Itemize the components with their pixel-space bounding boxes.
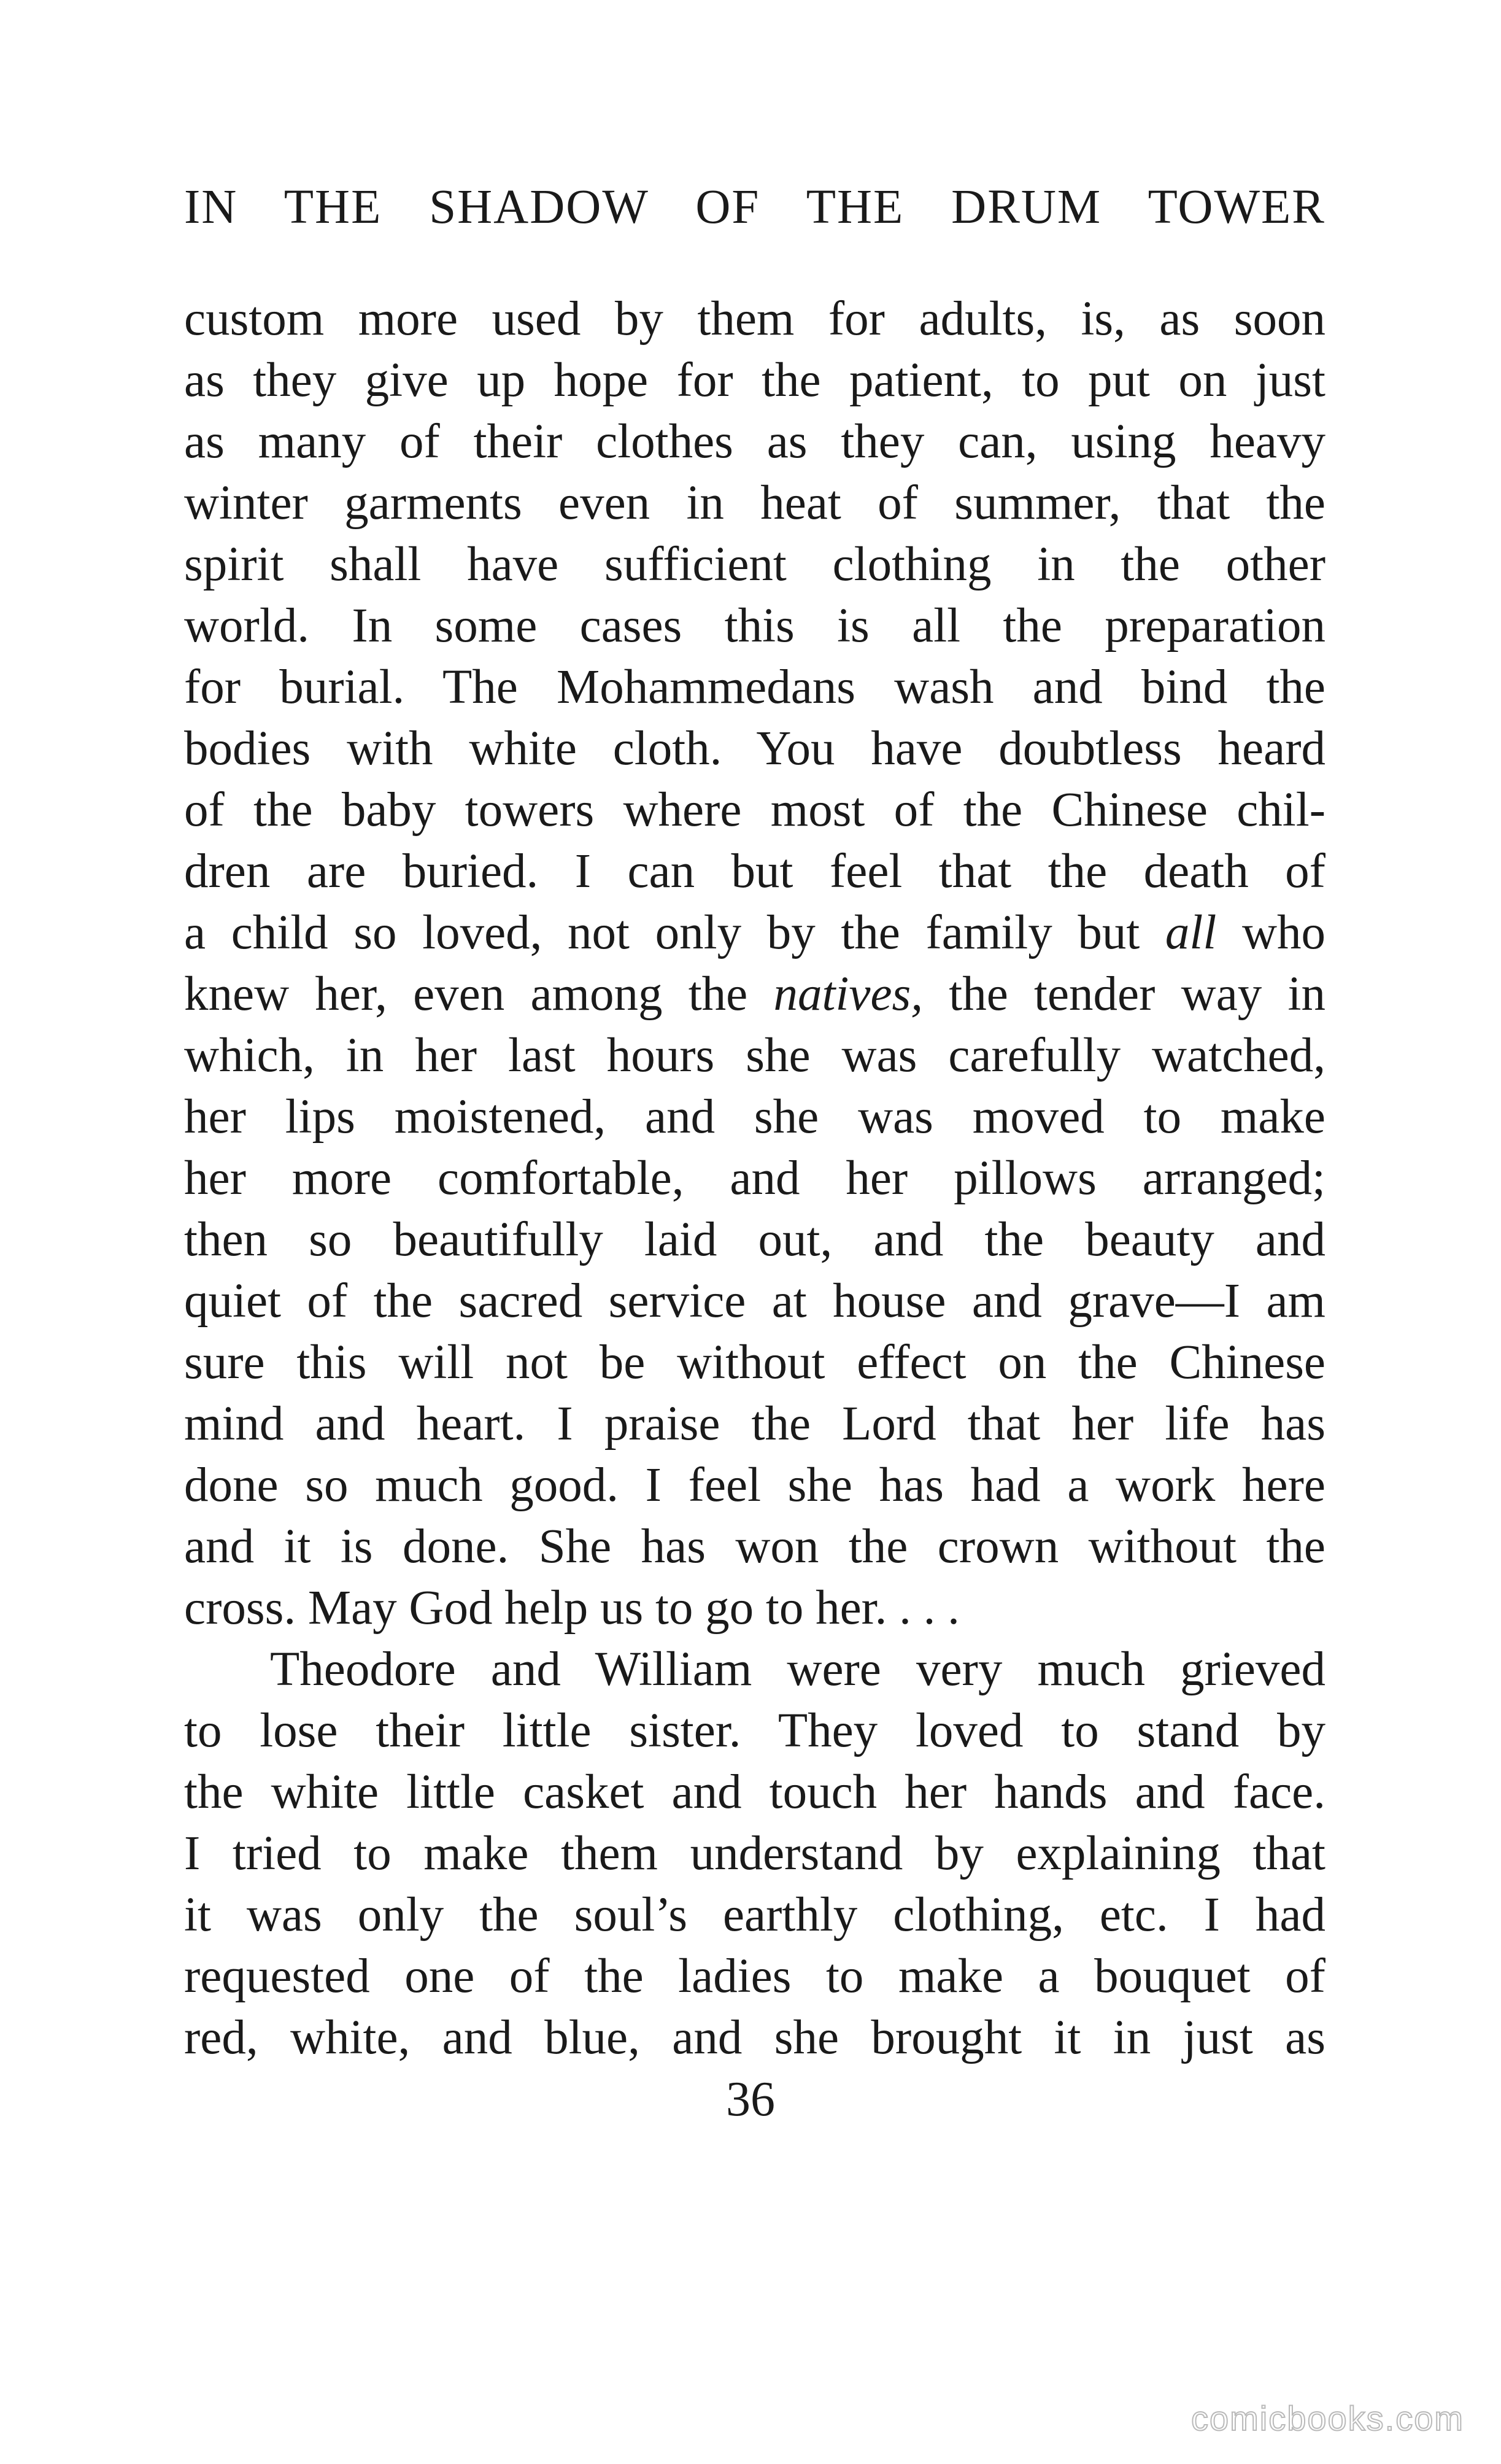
text-segment: the tender way in [923, 967, 1325, 1021]
text-line [184, 964, 1325, 1025]
text-line [184, 473, 1325, 534]
italic-text: all [1165, 906, 1217, 959]
text-line [184, 1946, 1325, 2007]
text-line [184, 902, 1325, 964]
text-line [184, 657, 1325, 718]
text-segment: cross. May God help us to go to her. . . . [184, 1581, 960, 1635]
italic-text: natives, [773, 967, 924, 1021]
text-line [184, 1885, 1325, 1946]
text-segment: red, white, and blue, and she brought it in just as [184, 2011, 1325, 2064]
text-segment: a child so loved, not only by the family but [184, 906, 1165, 959]
text-line [184, 289, 1325, 350]
text-line [184, 2007, 1325, 2069]
text-line [184, 1516, 1325, 1578]
running-head: IN THE SHADOW OF THE DRUM TOWER [184, 180, 1325, 234]
text-segment: who [1216, 906, 1325, 959]
text-segment: for burial. The Mohammedans wash and bind the [184, 661, 1325, 714]
text-line [184, 1823, 1325, 1885]
text-line [184, 780, 1325, 841]
text-segment: I tried to make them understand by explaining that [184, 1827, 1325, 1880]
text-segment: to lose their little sister. They loved to stand by [184, 1704, 1325, 1757]
text-segment: quiet of the sacred service at house and grave—I am [184, 1274, 1325, 1328]
text-segment: knew her, even among the [184, 967, 774, 1021]
text-segment: custom more used by them for adults, is, as soon [184, 292, 1325, 346]
text-segment: Theodore and William were very much grieved [270, 1643, 1325, 1696]
text-segment: her lips moistened, and she was moved to make [184, 1090, 1325, 1144]
text-line [184, 1455, 1325, 1516]
text-line [184, 1209, 1325, 1271]
text-segment: the white little casket and touch her hands and face. [184, 1765, 1325, 1819]
text-line [184, 718, 1325, 780]
text-line [184, 534, 1325, 595]
text-line [184, 1025, 1325, 1087]
text-line [184, 1148, 1325, 1209]
text-segment: as they give up hope for the patient, to put on just [184, 354, 1325, 407]
text-line [184, 411, 1325, 473]
text-line [184, 841, 1325, 902]
text-segment: her more comfortable, and her pillows arranged; [184, 1152, 1325, 1205]
text-segment: as many of their clothes as they can, using heavy [184, 415, 1325, 468]
text-segment: dren are buried. I can but feel that the death of [184, 845, 1325, 898]
text-segment: of the baby towers where most of the Chinese chil- [184, 783, 1325, 837]
text-segment: bodies with white cloth. You have doubtless heard [184, 722, 1325, 775]
text-segment: and it is done. She has won the crown without the [184, 1520, 1325, 1573]
text-line [184, 1578, 1325, 1639]
text-line [184, 1332, 1325, 1393]
text-line [184, 350, 1325, 411]
text-segment: winter garments even in heat of summer, that the [184, 476, 1325, 530]
text-segment: sure this will not be without effect on the Chinese [184, 1336, 1325, 1389]
text-line [184, 1393, 1325, 1455]
text-line [184, 1700, 1325, 1762]
text-line [184, 1087, 1325, 1148]
text-segment: spirit shall have sufficient clothing in the other [184, 538, 1325, 591]
text-line [184, 1271, 1325, 1332]
text-line [184, 1639, 1325, 1700]
text-segment: done so much good. I feel she has had a work here [184, 1459, 1325, 1512]
text-line [184, 595, 1325, 657]
watermark: comicbooks.com [1190, 2399, 1464, 2438]
text-segment: world. In some cases this is all the preparation [184, 599, 1325, 653]
text-segment: it was only the soul’s earthly clothing, etc. I had [184, 1888, 1325, 1942]
text-line [184, 1762, 1325, 1823]
text-segment: then so beautifully laid out, and the beauty and [184, 1213, 1325, 1266]
page-number: 36 [726, 2072, 775, 2126]
text-segment: mind and heart. I praise the Lord that her life has [184, 1397, 1325, 1451]
text-segment: which, in her last hours she was carefully watched, [184, 1029, 1325, 1082]
text-segment: requested one of the ladies to make a bouquet of [184, 1950, 1325, 2003]
body-text [184, 289, 1325, 2069]
